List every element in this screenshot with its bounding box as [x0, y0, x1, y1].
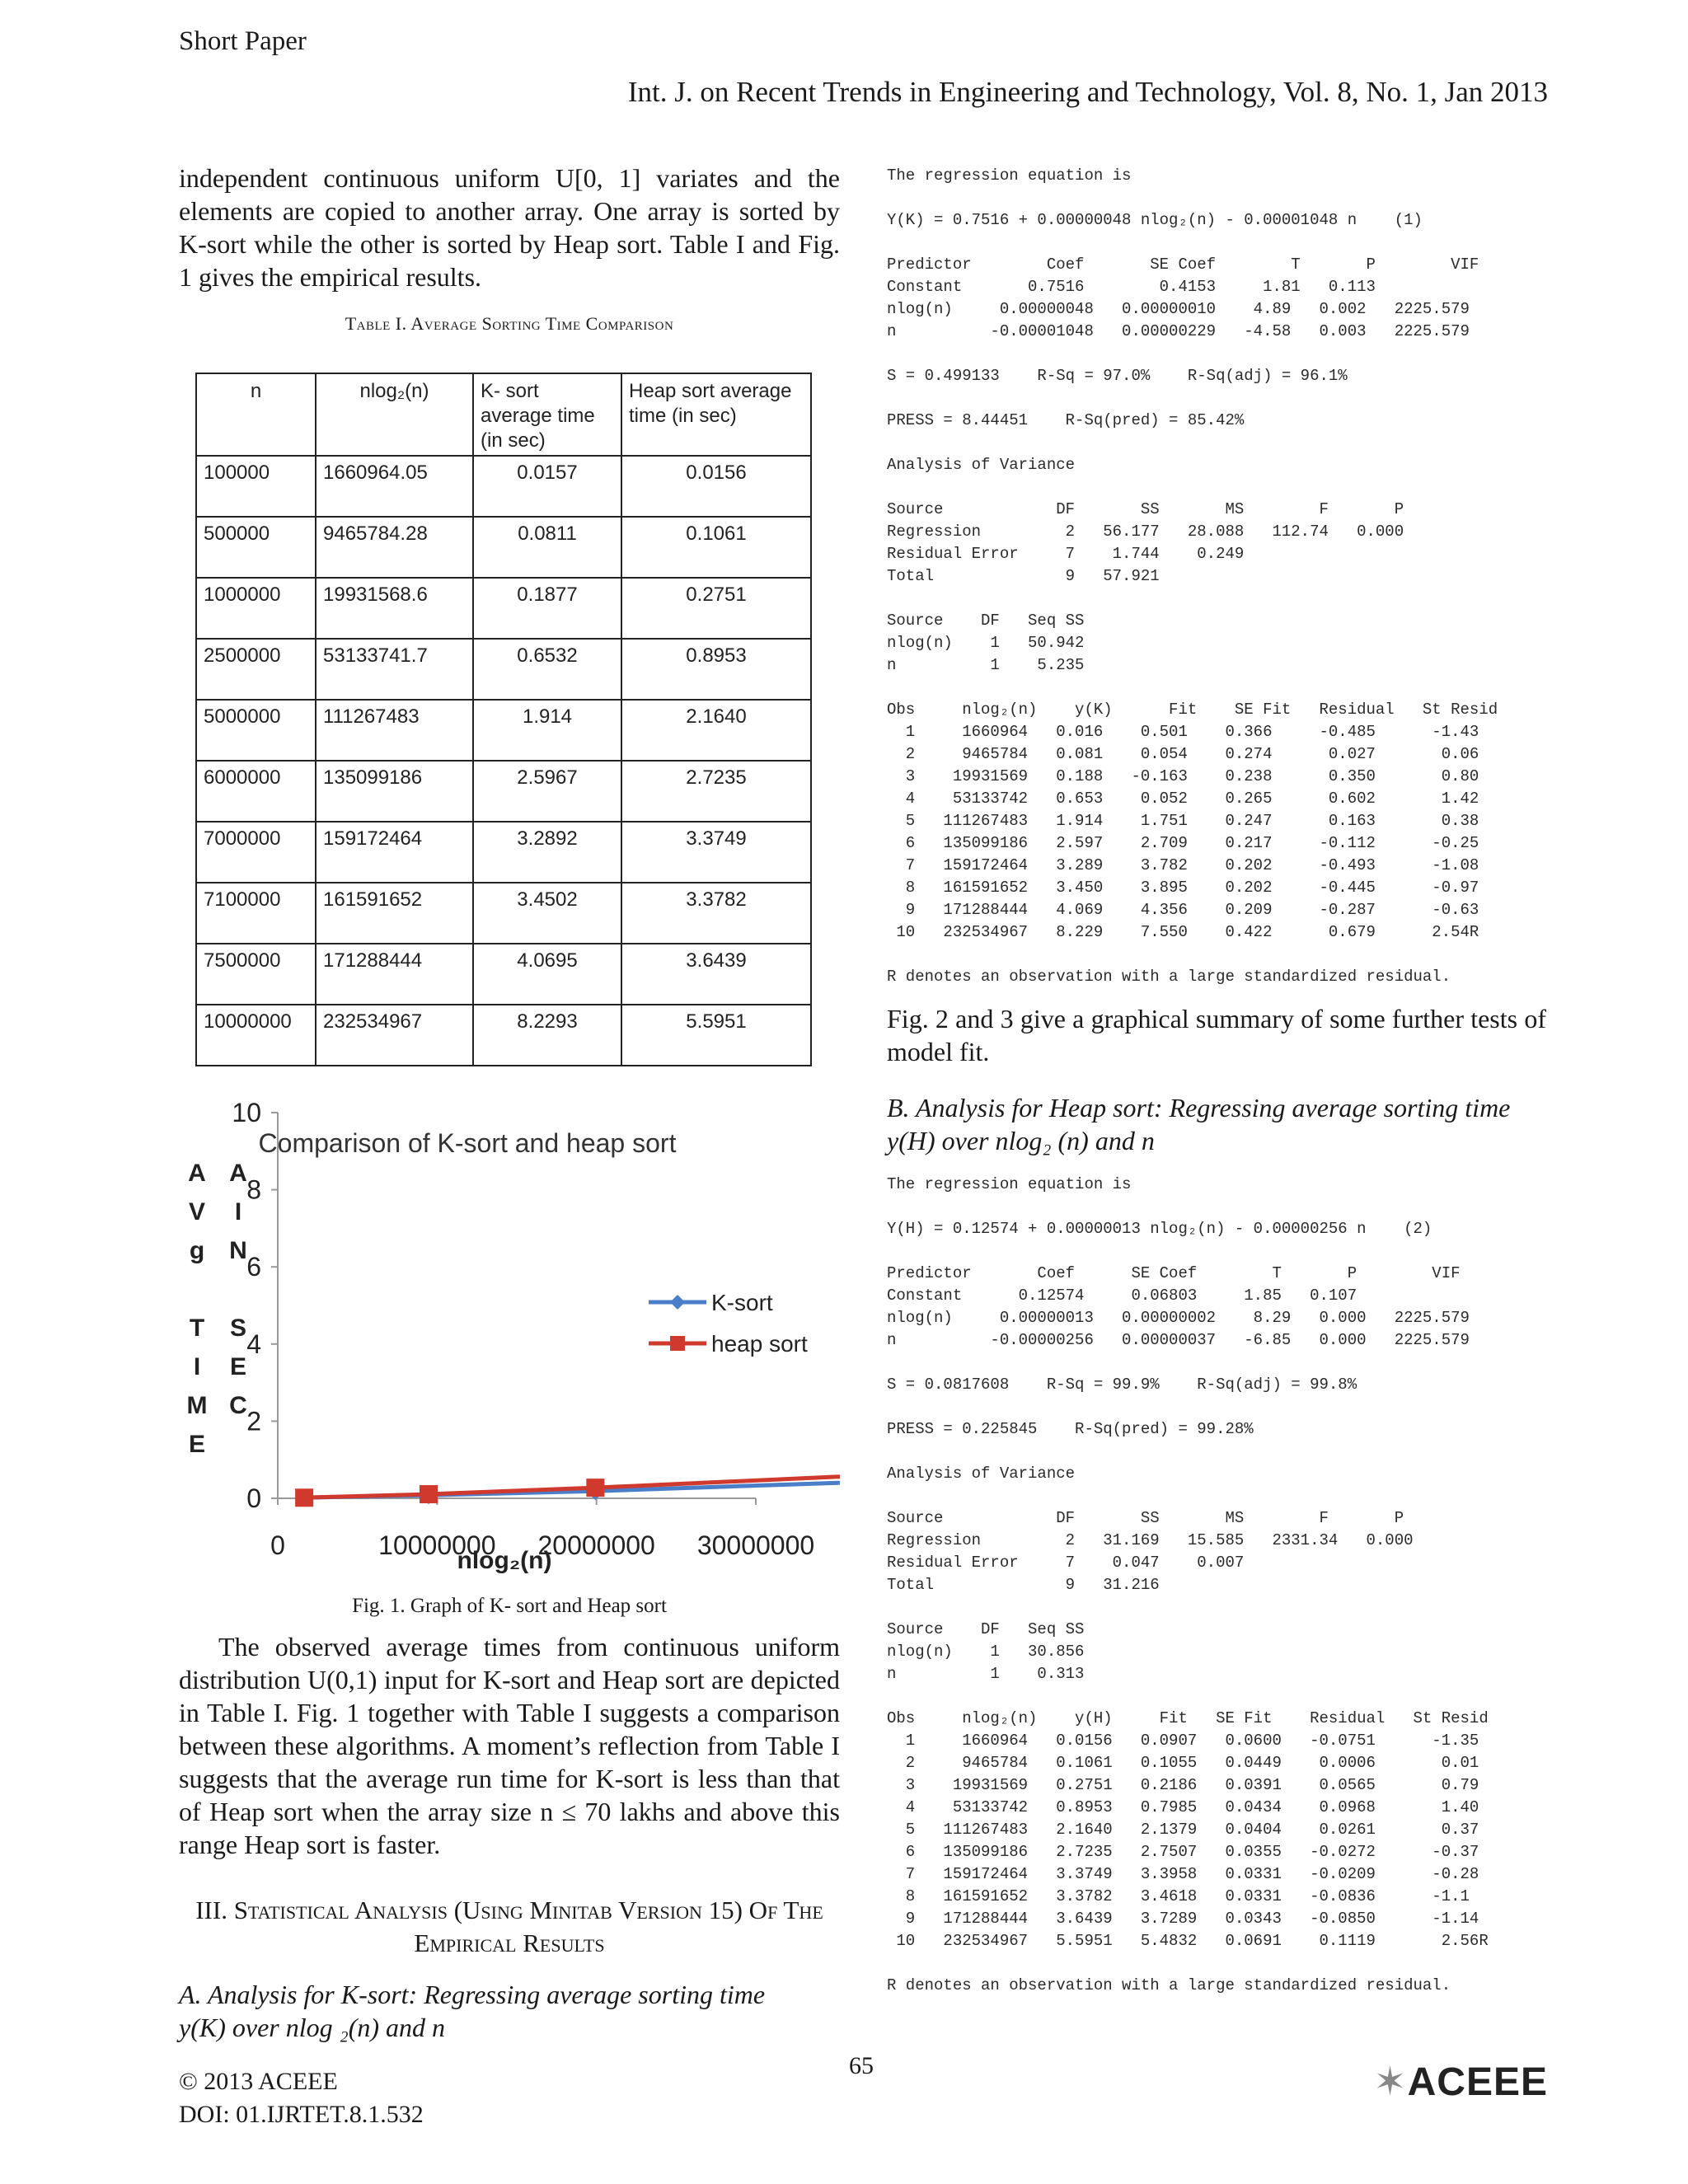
ksort-output-line: 1 1660964 0.016 0.501 0.366 -0.485 -1.43	[887, 723, 1479, 741]
x-tick-label: 20000000	[537, 1530, 655, 1560]
data-point-heapsort	[420, 1485, 438, 1503]
legend-marker	[670, 1295, 685, 1310]
table-cell: 500000	[196, 517, 316, 578]
table-cell: 6000000	[196, 761, 316, 822]
star-icon: ✶	[1373, 2060, 1408, 2104]
table-cell: 111267483	[316, 700, 473, 761]
heap-output-line: Predictor Coef SE Coef T P VIF	[887, 1264, 1461, 1282]
heap-output-line: n 1 0.313	[887, 1665, 1085, 1683]
y-axis-title-letter: M	[186, 1392, 208, 1419]
ksort-output-line: n 1 5.235	[887, 656, 1085, 674]
ksort-output-line	[887, 677, 1498, 699]
footer-left	[179, 2065, 424, 2131]
ksort-output-line: Regression 2 56.177 28.088 112.74 0.000	[887, 523, 1404, 541]
heap-output-line: S = 0.0817608 R-Sq = 99.9% R-Sq(adj) = 99.8%	[887, 1376, 1357, 1394]
heap-output-line: nlog(n) 1 30.856	[887, 1643, 1085, 1661]
figure-1	[179, 1086, 840, 1605]
heap-output-line: Residual Error 7 0.047 0.007	[887, 1554, 1245, 1572]
table-cell: 7100000	[196, 883, 316, 944]
minitab-output-heapsort	[887, 1174, 1489, 1997]
legend-marker	[670, 1336, 685, 1351]
ksort-output-line: S = 0.499133 R-Sq = 97.0% R-Sq(adj) = 96.1%	[887, 367, 1348, 385]
paragraph-intro: independent continuous uniform U[0, 1] variates and the elements are copied to another array. One array is sorted by K-sort while the other is sorted by Heap sort. Table I and Fig. 1 gives the empirical results.	[179, 163, 840, 292]
y-axis-title-letter: E	[188, 1431, 206, 1458]
subsection-b-line2: y(H) over nlog₂ (n) and n	[887, 1126, 1155, 1155]
subsection-b-heading	[887, 1091, 1546, 1157]
y-tick-label: 0	[246, 1483, 261, 1513]
ksort-output-line: Total 9 57.921	[887, 567, 1160, 585]
y-tick-label: 6	[246, 1252, 261, 1282]
heap-output-line: 5 111267483 2.1640 2.1379 0.0404 0.0261 0.37	[887, 1821, 1479, 1839]
y-axis-title-letter: I	[193, 1353, 201, 1380]
heap-output-line: 4 53133742 0.8953 0.7985 0.0434 0.0968 1.40	[887, 1798, 1479, 1816]
heap-output-line	[887, 1240, 1489, 1263]
heap-output-line: PRESS = 0.225845 R-Sq(pred) = 99.28%	[887, 1420, 1254, 1438]
table-cell: 5000000	[196, 700, 316, 761]
table-cell: 0.0811	[473, 517, 621, 578]
ksort-output-line: Obs nlog₂(n) y(K) Fit SE Fit Residual St Resid	[887, 701, 1498, 719]
y-axis-title-letter: T	[189, 1315, 205, 1342]
ksort-output-line: 2 9465784 0.081 0.054 0.274 0.027 0.06	[887, 745, 1479, 763]
table-cell: 7000000	[196, 822, 316, 883]
table-cell: 7500000	[196, 944, 316, 1005]
heap-output-line	[887, 1485, 1489, 1507]
ksort-output-line: 8 161591652 3.450 3.895 0.202 -0.445 -0.97	[887, 879, 1479, 897]
table-row	[196, 456, 811, 517]
ksort-output-line: Source DF Seq SS	[887, 612, 1085, 630]
ksort-output-line: 10 232534967 8.229 7.550 0.422 0.679 2.54R	[887, 923, 1479, 941]
table-cell: 0.0157	[473, 456, 621, 517]
y-tick-label: 4	[246, 1329, 261, 1359]
subsection-a-line1: A. Analysis for K-sort: Regressing average sorting time	[179, 1980, 766, 2009]
table-cell: 2500000	[196, 639, 316, 700]
ksort-output-line: nlog(n) 0.00000048 0.00000010 4.89 0.002 2225.579	[887, 300, 1470, 318]
ksort-output-line: Residual Error 7 1.744 0.249	[887, 545, 1245, 563]
table-cell: 1.914	[473, 700, 621, 761]
y-axis-title-letter: g	[189, 1237, 205, 1264]
heap-output-line: Source DF SS MS F P	[887, 1509, 1404, 1527]
heap-output-line: Obs nlog₂(n) y(H) Fit SE Fit Residual St Resid	[887, 1709, 1489, 1727]
ksort-output-line: Predictor Coef SE Coef T P VIF	[887, 255, 1479, 274]
ksort-output-line: 5 111267483 1.914 1.751 0.247 0.163 0.38	[887, 812, 1479, 830]
table-cell: 2.5967	[473, 761, 621, 822]
figure-1-caption: Fig. 1. Graph of K- sort and Heap sort	[352, 1595, 667, 1617]
y-tick-label: 10	[232, 1098, 261, 1127]
table-cell: 53133741.7	[316, 639, 473, 700]
table-cell: 1660964.05	[316, 456, 473, 517]
table-cell: 0.1061	[621, 517, 811, 578]
ksort-output-line	[887, 187, 1498, 209]
table-cell: 159172464	[316, 822, 473, 883]
ksort-output-line	[887, 944, 1498, 966]
ksort-output-line: 9 171288444 4.069 4.356 0.209 -0.287 -0.63	[887, 901, 1479, 919]
heap-output-line: The regression equation is	[887, 1175, 1132, 1193]
heap-output-line: nlog(n) 0.00000013 0.00000002 8.29 0.000 2225.579	[887, 1309, 1470, 1327]
table-header-cell: n	[196, 373, 316, 456]
heap-output-line: Regression 2 31.169 15.585 2331.34 0.000	[887, 1531, 1414, 1549]
ksort-output-line: Y(K) = 0.7516 + 0.00000048 nlog₂(n) - 0.00001048 n (1)	[887, 211, 1423, 229]
table-cell: 1000000	[196, 578, 316, 639]
ksort-output-line: Source DF SS MS F P	[887, 500, 1404, 518]
table-cell: 2.7235	[621, 761, 811, 822]
ksort-output-line: Analysis of Variance	[887, 456, 1076, 474]
heap-output-line: 6 135099186 2.7235 2.7507 0.0355 -0.0272 -0.37	[887, 1843, 1479, 1861]
ksort-output-line	[887, 343, 1498, 365]
y-axis-title2-letter: A	[229, 1160, 247, 1187]
running-header-journal: Int. J. on Recent Trends in Engineering and Technology, Vol. 8, No. 1, Jan 2013	[627, 76, 1548, 108]
heap-output-line	[887, 1441, 1489, 1463]
ksort-output-line	[887, 387, 1498, 410]
table-cell: 0.2751	[621, 578, 811, 639]
table-header-cell: K- sort average time (in sec)	[473, 373, 621, 456]
table-header-row	[196, 373, 811, 456]
ksort-output-line: Constant 0.7516 0.4153 1.81 0.113	[887, 278, 1376, 296]
table-cell: 19931568.6	[316, 578, 473, 639]
table-1	[195, 373, 812, 1066]
ksort-output-line: 3 19931569 0.188 -0.163 0.238 0.350 0.80	[887, 767, 1479, 785]
heap-output-line: Constant 0.12574 0.06803 1.85 0.107	[887, 1286, 1357, 1305]
table-cell: 10000000	[196, 1005, 316, 1066]
y-axis-title-letter: A	[188, 1160, 206, 1187]
table-cell: 0.6532	[473, 639, 621, 700]
heap-output-line	[887, 1396, 1489, 1418]
data-point-heapsort	[295, 1488, 313, 1507]
y-axis-title-letter: V	[188, 1198, 206, 1226]
subsection-b-line1: B. Analysis for Heap sort: Regressing average sorting time	[887, 1093, 1511, 1122]
table-cell: 8.2293	[473, 1005, 621, 1066]
y-axis-title2-letter: C	[229, 1392, 247, 1419]
ksort-output-line: nlog(n) 1 50.942	[887, 634, 1085, 652]
table-row	[196, 1005, 811, 1066]
y-tick-label: 2	[246, 1406, 261, 1436]
logo-text: ACEEE	[1407, 2060, 1548, 2104]
heap-output-line	[887, 1352, 1489, 1374]
data-point-heapsort	[586, 1479, 604, 1497]
table-cell: 0.8953	[621, 639, 811, 700]
heap-output-line: Total 9 31.216	[887, 1576, 1160, 1594]
legend-label: heap sort	[711, 1331, 808, 1357]
aceee-logo	[1373, 2059, 1548, 2105]
heap-output-line: 7 159172464 3.3749 3.3958 0.0331 -0.0209 -0.28	[887, 1865, 1479, 1883]
ksort-output-line: R denotes an observation with a large standardized residual.	[887, 968, 1451, 986]
ksort-output-line: PRESS = 8.44451 R-Sq(pred) = 85.42%	[887, 411, 1245, 429]
x-tick-label: 30000000	[696, 1530, 815, 1560]
table-header-cell: nlog₂(n)	[316, 373, 473, 456]
table-cell: 135099186	[316, 761, 473, 822]
x-tick-label: 10000000	[378, 1530, 496, 1560]
minitab-output-ksort	[887, 165, 1498, 988]
y-axis-title2-letter: I	[234, 1198, 242, 1226]
running-header-left: Short Paper	[179, 26, 307, 56]
heap-output-line: n -0.00000256 0.00000037 -6.85 0.000 2225.579	[887, 1331, 1470, 1349]
table-cell: 4.0695	[473, 944, 621, 1005]
heap-output-line: 9 171288444 3.6439 3.7289 0.0343 -0.0850 -1.14	[887, 1910, 1479, 1928]
ksort-output-line: n -0.00001048 0.00000229 -4.58 0.003 2225.579	[887, 322, 1470, 340]
table-cell: 3.3782	[621, 883, 811, 944]
table-cell: 3.6439	[621, 944, 811, 1005]
table-cell: 2.1640	[621, 700, 811, 761]
y-axis-title2-letter: E	[229, 1353, 247, 1380]
table-cell: 9465784.28	[316, 517, 473, 578]
ksort-output-line: 4 53133742 0.653 0.052 0.265 0.602 1.42	[887, 790, 1479, 808]
page-number: 65	[849, 2052, 874, 2079]
table-row	[196, 822, 811, 883]
y-tick-label: 8	[246, 1174, 261, 1205]
table-row	[196, 761, 811, 822]
chart-svg	[179, 1086, 840, 1605]
table-cell: 161591652	[316, 883, 473, 944]
table-row	[196, 639, 811, 700]
ksort-output-line	[887, 476, 1498, 499]
heap-output-line	[887, 1952, 1489, 1975]
table-cell: 0.0156	[621, 456, 811, 517]
heap-output-line	[887, 1596, 1489, 1619]
table-cell: 3.3749	[621, 822, 811, 883]
table-cell: 3.4502	[473, 883, 621, 944]
footer-doi: DOI: 01.IJRTET.8.1.532	[179, 2101, 424, 2128]
ksort-output-line: 7 159172464 3.289 3.782 0.202 -0.493 -1.08	[887, 856, 1479, 874]
heap-output-line: 3 19931569 0.2751 0.2186 0.0391 0.0565 0.79	[887, 1776, 1479, 1794]
ksort-output-line: The regression equation is	[887, 166, 1132, 185]
table-cell: 0.1877	[473, 578, 621, 639]
ksort-output-line	[887, 232, 1498, 254]
heap-output-line	[887, 1685, 1489, 1708]
section-heading-iii: III. Statistical Analysis (Using Minitab Version 15) Of The Empirical Results	[195, 1896, 823, 1957]
table-row	[196, 944, 811, 1005]
heap-output-line: 8 161591652 3.3782 3.4618 0.0331 -0.0836 -1.1	[887, 1887, 1470, 1905]
table-row	[196, 517, 811, 578]
heap-output-line: 1 1660964 0.0156 0.0907 0.0600 -0.0751 -1.35	[887, 1732, 1479, 1750]
subsection-a-heading	[179, 1978, 840, 2044]
heap-output-line: 10 232534967 5.5951 5.4832 0.0691 0.1119 2.56R	[887, 1932, 1489, 1950]
table-row	[196, 883, 811, 944]
footer-copyright: © 2013 ACEEE	[179, 2068, 338, 2095]
table-row	[196, 578, 811, 639]
paragraph-fig23: Fig. 2 and 3 give a graphical summary of some further tests of model fit.	[887, 1004, 1546, 1066]
ksort-output-line	[887, 432, 1498, 454]
subsection-a-line2: y(K) over nlog ₂(n) and n	[179, 2013, 446, 2042]
chart-title: Comparison of K-sort and heap sort	[258, 1128, 677, 1158]
legend-label: K-sort	[711, 1290, 773, 1315]
ksort-output-line	[887, 588, 1498, 610]
ksort-output-line: 6 135099186 2.597 2.709 0.217 -0.112 -0.25	[887, 834, 1479, 852]
y-axis-title2-letter: N	[229, 1237, 247, 1264]
table-cell: 3.2892	[473, 822, 621, 883]
heap-output-line: 2 9465784 0.1061 0.1055 0.0449 0.0006 0.01	[887, 1754, 1479, 1772]
table-row	[196, 700, 811, 761]
y-axis-title2-letter: S	[229, 1315, 247, 1342]
heap-output-line: Y(H) = 0.12574 + 0.00000013 nlog₂(n) - 0.00000256 n (2)	[887, 1220, 1432, 1238]
heap-output-line	[887, 1196, 1489, 1218]
table-cell: 5.5951	[621, 1005, 811, 1066]
heap-output-line: R denotes an observation with a large standardized residual.	[887, 1976, 1451, 1994]
table-cell: 232534967	[316, 1005, 473, 1066]
x-axis-title: nlog₂(n)	[457, 1547, 552, 1574]
x-tick-label: 0	[270, 1530, 285, 1560]
heap-output-line: Analysis of Variance	[887, 1465, 1076, 1483]
table-cell: 171288444	[316, 944, 473, 1005]
table-cell: 100000	[196, 456, 316, 517]
table-header-cell: Heap sort average time (in sec)	[621, 373, 811, 456]
paragraph-results: The observed average times from continuous uniform distribution U(0,1) input for K-sort and Heap sort are depicted in Table I. Fig. 1 together with Table I suggests a comparison between these algorithms. A moment’s reflection from Table I suggests that the average run time for K-sort is less than that of Heap sort when the array size n ≤ 70 lakhs and above this range Heap sort is faster.	[179, 1632, 840, 1859]
heap-output-line: Source DF Seq SS	[887, 1620, 1085, 1638]
table-caption: Table I. Average Sorting Time Comparison	[345, 313, 674, 334]
